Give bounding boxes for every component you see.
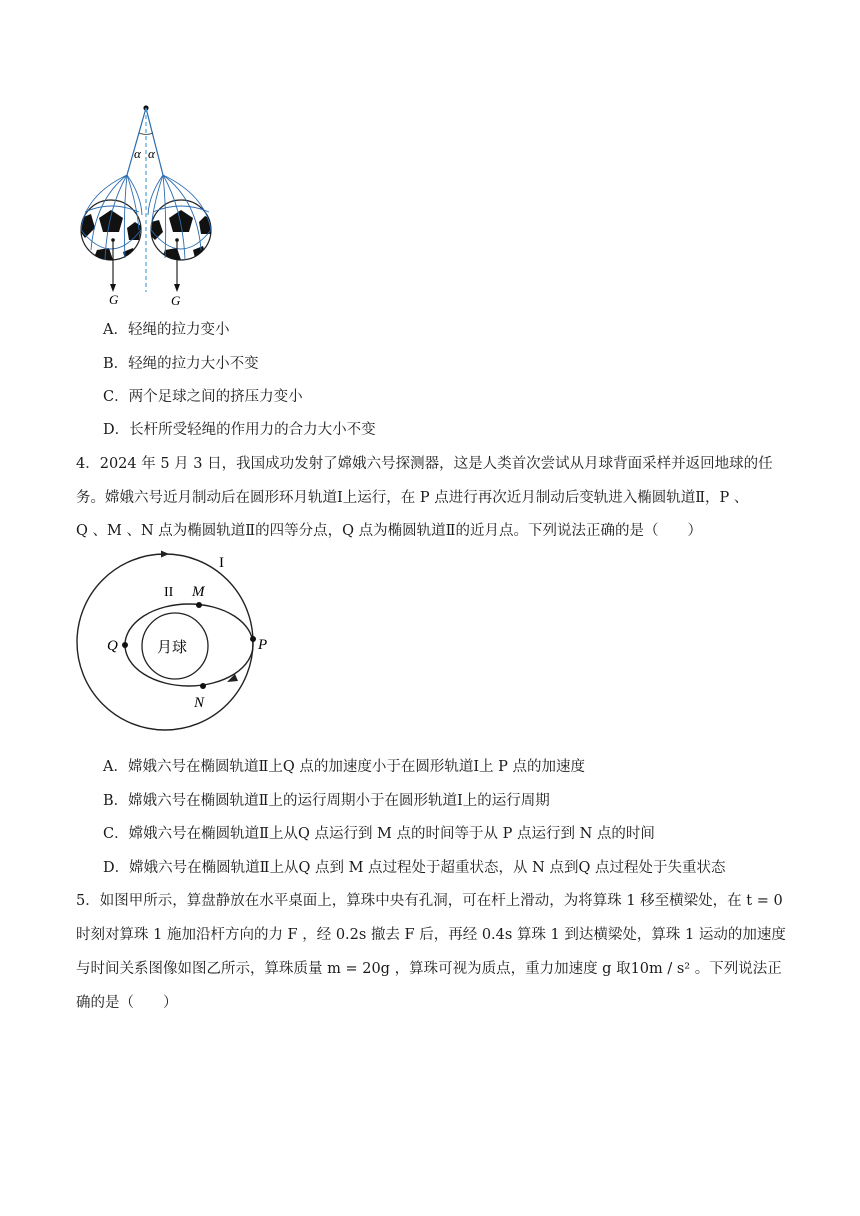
moon-label: 月球 [157, 638, 188, 656]
orbit-i-label: I [219, 555, 224, 571]
q4-option-d: D．嫦娥六号在椭圆轨道Ⅱ上从Q 点到 M 点过程处于超重状态，从 N 点到Q 点过程处于失重状态 [103, 860, 726, 876]
orbit-i-direction-arrow [161, 551, 169, 558]
q5-stem-line-2: 时刻对算珠 1 施加沿杆方向的力 F ，经 0.2s 撤去 F 后，再经 0.4s 算珠 1 到达横梁处，算珠 1 运动的加速度 [76, 927, 786, 943]
football-right [148, 175, 213, 266]
orbit-diagram [75, 550, 285, 740]
q4-option-c: C．嫦娥六号在椭圆轨道Ⅱ上从Q 点运行到 M 点的时间等于从 P 点运行到 N 点的时间 [103, 826, 655, 842]
angle-label-left: α [134, 146, 141, 161]
q4-stem-line-1: 4．2024 年 5 月 3 日，我国成功发射了嫦娥六号探测器，这是人类首次尝试从月球背面采样并返回地球的任 [76, 456, 773, 472]
point-m [196, 602, 202, 608]
q4-stem-line-2: 务。嫦娥六号近月制动后在圆形环月轨道Ⅰ上运行，在 P 点进行再次近月制动后变轨进入椭圆轨道Ⅱ，P 、 [76, 490, 749, 506]
q4-stem-line-3: Q 、M 、N 点为椭圆轨道Ⅱ的四等分点，Q 点为椭圆轨道Ⅱ的近月点。下列说法正确的是（ ） [76, 523, 702, 539]
q3-option-b: B．轻绳的拉力大小不变 [103, 356, 259, 372]
rope-right [146, 108, 163, 175]
q3-option-c: C．两个足球之间的挤压力变小 [103, 389, 303, 405]
q4-option-a: A．嫦娥六号在椭圆轨道Ⅱ上Q 点的加速度小于在圆形轨道Ⅰ上 P 点的加速度 [103, 759, 586, 775]
football-net-figure [75, 100, 225, 310]
label-q: Q [107, 638, 118, 654]
rope-left [127, 108, 146, 175]
point-p [250, 636, 256, 642]
q3-option-d: D．长杆所受轻绳的作用力的合力大小不变 [103, 422, 376, 438]
football-left [79, 175, 142, 266]
orbit-ii-label: II [164, 585, 174, 600]
point-n [200, 683, 206, 689]
label-m: M [192, 584, 205, 600]
gravity-label-right: G [171, 293, 181, 308]
gravity-label-left: G [109, 292, 119, 307]
label-p: P [258, 637, 268, 653]
q5-stem-line-3: 与时间关系图像如图乙所示，算珠质量 m = 20g ，算珠可视为质点，重力加速度 g 取10m / s² 。下列说法正 [76, 961, 782, 977]
q3-option-a: A．轻绳的拉力变小 [103, 322, 230, 338]
label-n: N [194, 695, 205, 711]
q4-option-b: B．嫦娥六号在椭圆轨道Ⅱ上的运行周期小于在圆形轨道Ⅰ上的运行周期 [103, 793, 550, 809]
point-q [122, 642, 128, 648]
q5-stem-line-4: 确的是（ ） [76, 995, 178, 1011]
angle-label-right: α [148, 146, 155, 161]
q5-stem-line-1: 5．如图甲所示，算盘静放在水平桌面上，算珠中央有孔洞，可在杆上滑动，为将算珠 1 移至横梁处，在 t = 0 [76, 893, 783, 909]
